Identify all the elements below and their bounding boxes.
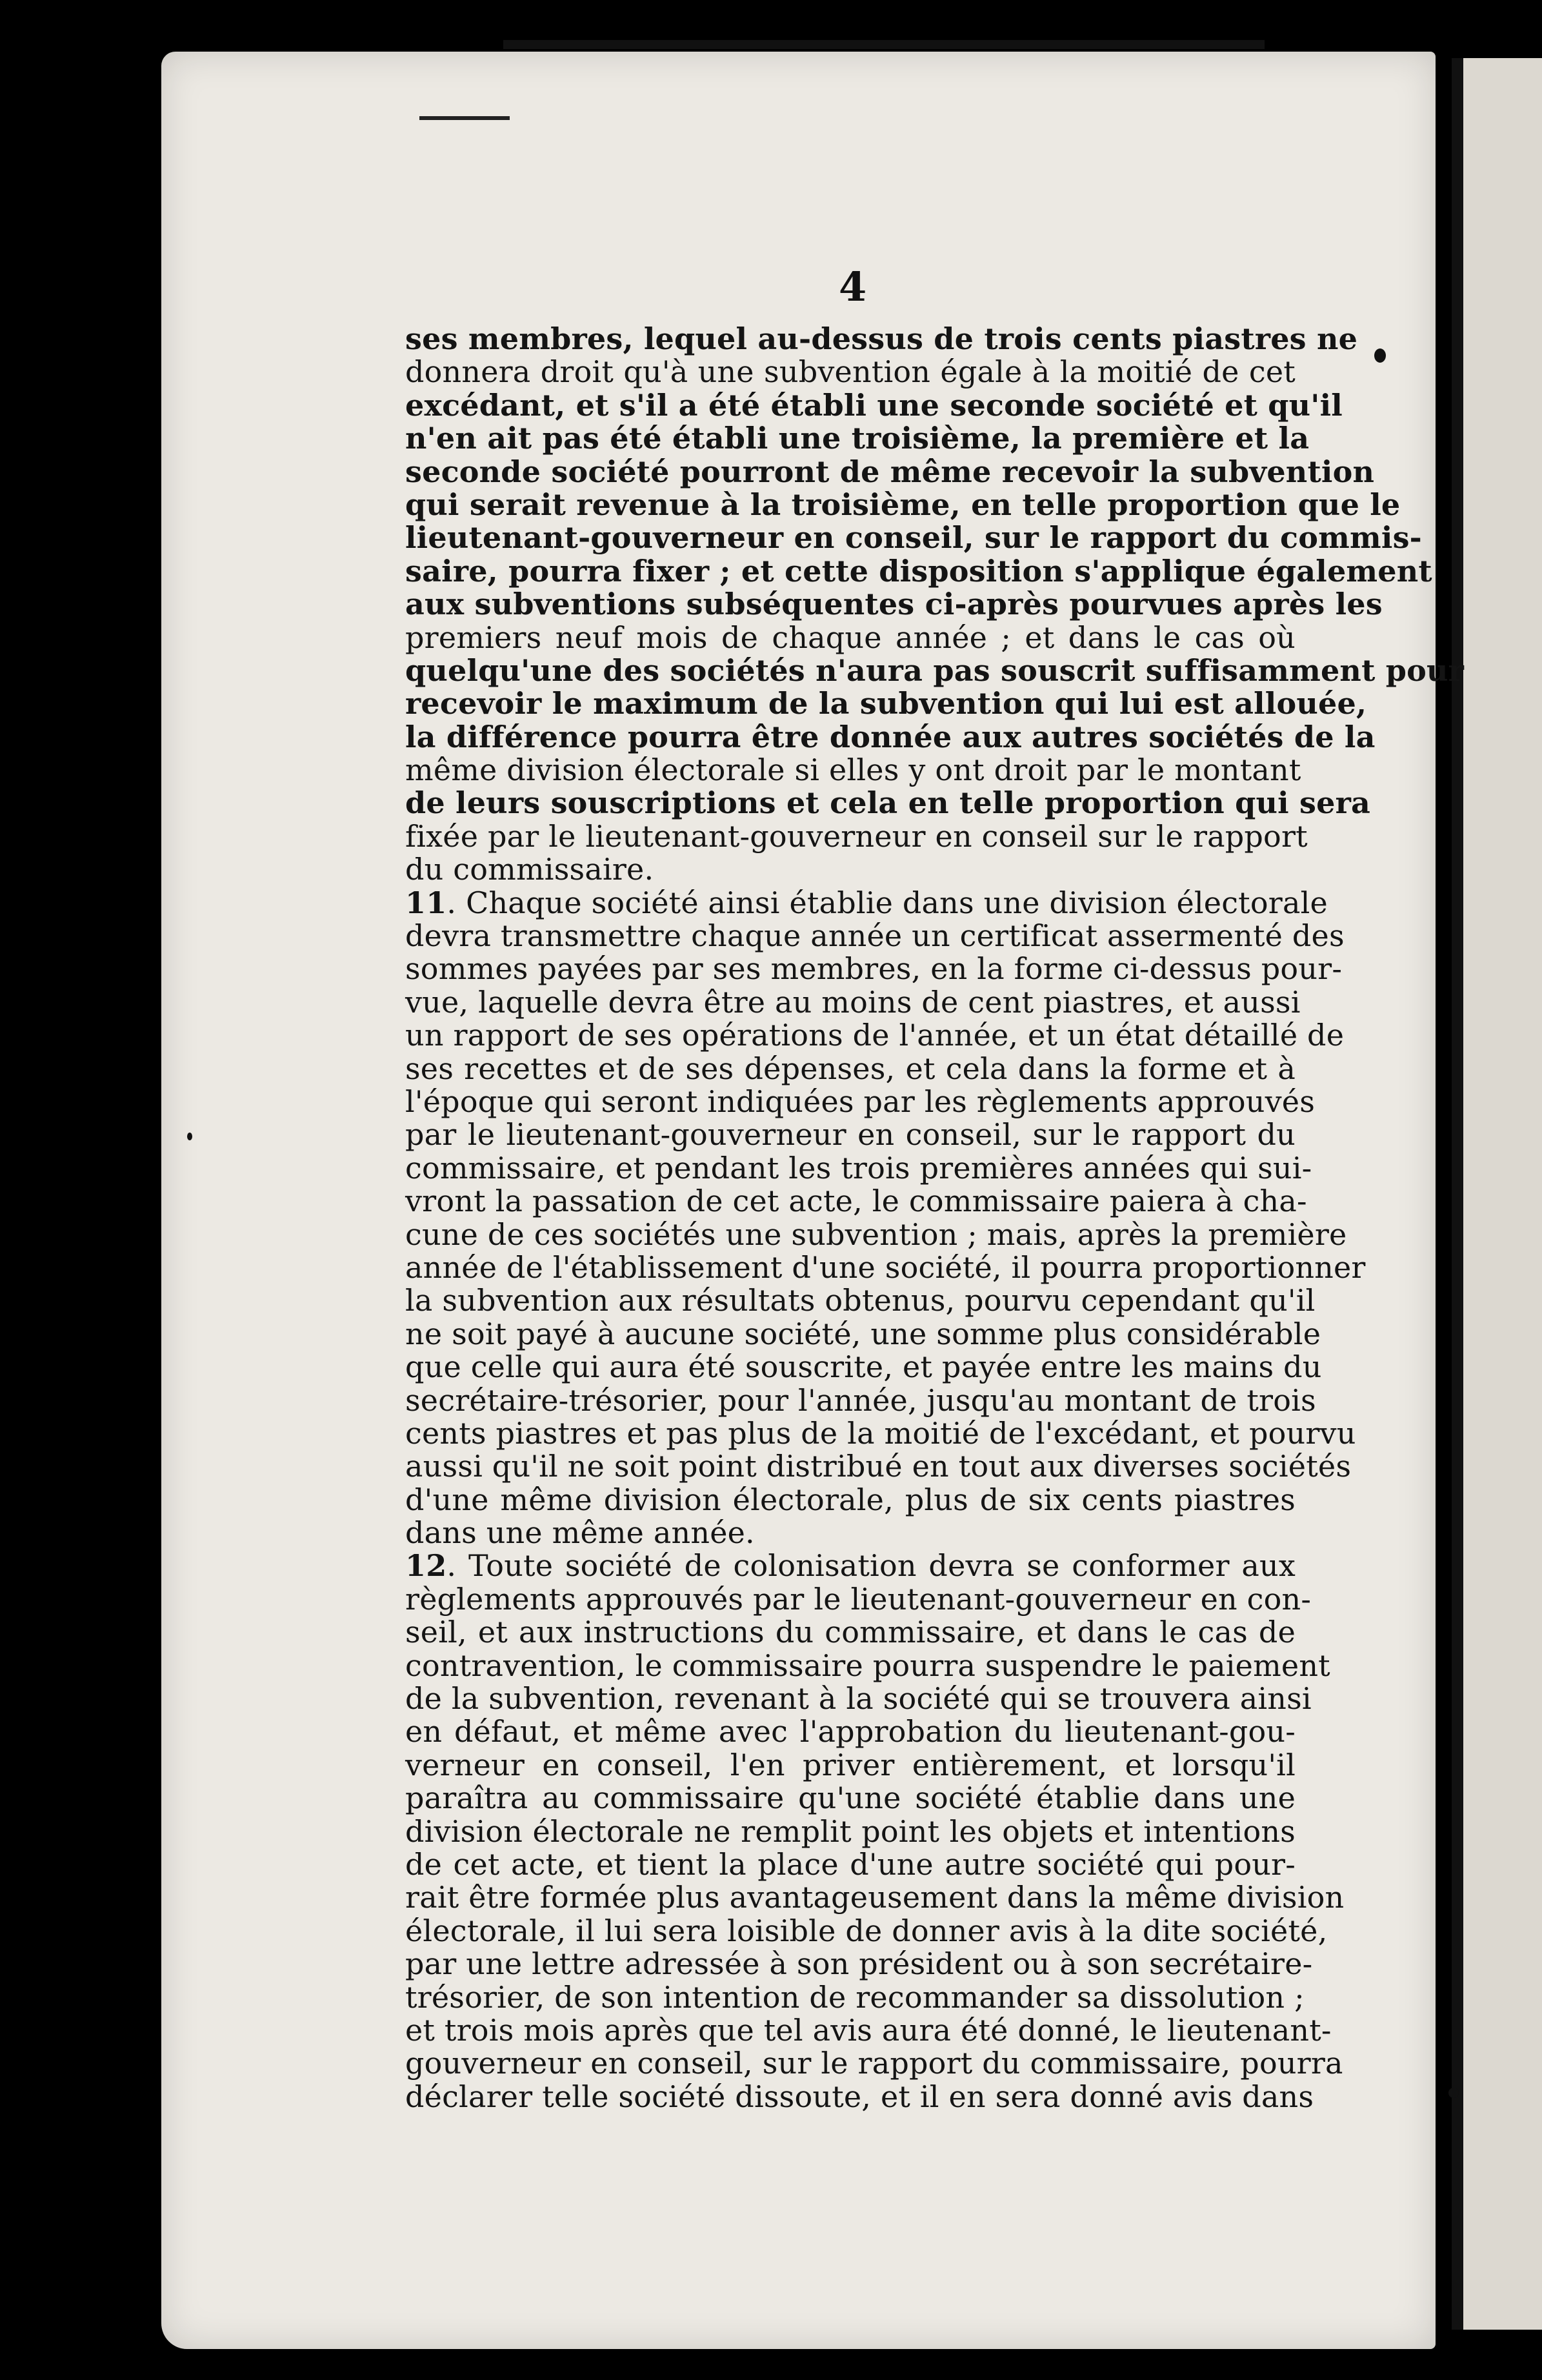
- text-line: [405, 1549, 1296, 1582]
- text-line: [405, 1283, 1316, 1318]
- text-line: [405, 1184, 1307, 1219]
- text-line: [405, 321, 1358, 356]
- text-line-content: division électorale ne remplit point les objets et intentions: [405, 1813, 1296, 1849]
- text-line: [405, 853, 1296, 886]
- text-line-content: sommes payées par ses membres, en la forme ci-dessus pour-: [405, 951, 1343, 987]
- text-line-content: verneur en conseil, l'en priver entièrement, et lorsqu'il: [405, 1747, 1296, 1782]
- top-border-rule: [503, 40, 1265, 49]
- text-line: [405, 1053, 1296, 1085]
- text-line-content: premiers neuf mois de chaque année ; et dans le cas où: [405, 620, 1296, 655]
- text-line: [405, 818, 1308, 854]
- text-line-content: aux subventions subséquentes ci-après pourvues après les: [405, 587, 1383, 622]
- text-line: [405, 1616, 1296, 1649]
- article-number: 11: [405, 885, 447, 920]
- text-line: [405, 1979, 1305, 2015]
- text-line: [405, 951, 1343, 987]
- text-line-content: la différence pourra être donnée aux autres sociétés de la: [405, 719, 1376, 754]
- text-line-content: quelqu'une des sociétés n'aura pas souscrit suffisamment pour: [405, 652, 1465, 688]
- text-line-content: cune de ces sociétés une subvention ; mais, après la première: [405, 1216, 1347, 1252]
- text-line: [405, 2012, 1332, 2048]
- text-line: [405, 421, 1310, 456]
- text-line: [405, 1150, 1312, 1185]
- text-line-content: fixée par le lieutenant-gouverneur en conseil sur le rapport: [405, 818, 1308, 854]
- text-line-content: de leurs souscriptions et cela en telle proportion qui sera: [405, 785, 1371, 821]
- text-line-content: gouverneur en conseil, sur le rapport du commissaire, pourra: [405, 2046, 1343, 2081]
- adjacent-page-edge: [1452, 58, 1542, 2330]
- page-corner-mark: [419, 116, 510, 120]
- text-line: [405, 686, 1367, 721]
- text-line-content: devra transmettre chaque année un certificat assermenté des: [405, 918, 1345, 954]
- text-line: [405, 1715, 1296, 1748]
- text-line: [405, 918, 1345, 954]
- text-line-content: l'époque qui seront indiquées par les règlements approuvés: [405, 1084, 1315, 1119]
- body-text: [405, 321, 1465, 2114]
- text-line-content: ses recettes et de ses dépenses, et cela dans la forme et à: [405, 1051, 1296, 1086]
- text-line: [405, 1913, 1328, 1948]
- text-line: [405, 1581, 1312, 1617]
- text-line-content: cents piastres et pas plus de la moitié de l'excédant, et pourvu: [405, 1415, 1356, 1451]
- text-line: [405, 1484, 1296, 1517]
- text-line: [405, 1681, 1312, 1717]
- text-line-content: par le lieutenant-gouverneur en conseil, sur le rapport du: [405, 1117, 1296, 1153]
- text-line-content: la subvention aux résultats obtenus, pourvu cependant qu'il: [405, 1283, 1316, 1318]
- text-line: [405, 621, 1296, 654]
- text-line: [405, 984, 1301, 1020]
- text-line-content: saire, pourra fixer ; et cette disposition s'applique également: [405, 553, 1432, 589]
- text-line-content: n'en ait pas été établi une troisième, la première et la: [405, 421, 1310, 456]
- text-line: [405, 652, 1465, 688]
- text-line-content: commissaire, et pendant les trois premières années qui sui-: [405, 1150, 1312, 1185]
- text-line-content: lieutenant-gouverneur en conseil, sur le rapport du commis-: [405, 520, 1422, 556]
- text-line: [405, 1946, 1313, 1982]
- text-line-content: rait être formée plus avantageusement dans la même division: [405, 1880, 1345, 1915]
- text-line-content: de la subvention, revenant à la société qui se trouvera ainsi: [405, 1681, 1312, 1717]
- ink-speck: [1374, 348, 1386, 363]
- text-line: [405, 1216, 1347, 1252]
- text-line-content: en défaut, et même avec l'approbation du lieutenant-gou-: [405, 1714, 1296, 1750]
- text-line: [405, 1848, 1296, 1881]
- page-number: 4: [839, 263, 867, 310]
- text-line-content: . Toute société de colonisation devra se conformer aux: [446, 1548, 1296, 1584]
- text-line-content: du commissaire.: [405, 852, 654, 887]
- text-line: [405, 1382, 1316, 1418]
- text-line-content: seil, et aux instructions du commissaire, et dans le cas de: [405, 1615, 1296, 1650]
- text-line: [405, 719, 1376, 754]
- text-line-content: même division électorale si elles y ont droit par le montant: [405, 752, 1301, 788]
- text-line-content: vront la passation de cet acte, le commissaire paiera à cha-: [405, 1184, 1307, 1219]
- text-line-content: que celle qui aura été souscrite, et payée entre les mains du: [405, 1349, 1322, 1385]
- text-line-content: règlements approuvés par le lieutenant-gouverneur en con-: [405, 1581, 1312, 1617]
- text-line-content: ne soit payé à aucune société, une somme plus considérable: [405, 1316, 1321, 1351]
- text-line: [405, 1415, 1356, 1451]
- text-line-content: vue, laquelle devra être au moins de cent piastres, et aussi: [405, 984, 1301, 1020]
- text-line: [405, 1815, 1296, 1848]
- text-line: [405, 553, 1432, 589]
- ink-speck: [1448, 2088, 1459, 2098]
- text-line: [405, 356, 1296, 388]
- text-line-content: électorale, il lui sera loisible de donner avis à la dite société,: [405, 1913, 1328, 1948]
- text-line: [405, 1449, 1352, 1484]
- text-line: [405, 1316, 1321, 1351]
- text-line-content: qui serait revenue à la troisième, en telle proportion que le: [405, 487, 1401, 522]
- text-line: [405, 520, 1422, 556]
- text-line-content: année de l'établissement d'une société, il pourra proportionner: [405, 1249, 1366, 1285]
- text-line-content: un rapport de ses opérations de l'année, et un état détaillé de: [405, 1018, 1345, 1053]
- text-line: [405, 1118, 1296, 1151]
- text-line: [405, 587, 1383, 622]
- text-line-content: . Chaque société ainsi établie dans une division électorale: [446, 885, 1328, 920]
- text-line-content: recevoir le maximum de la subvention qui lui est allouée,: [405, 686, 1367, 721]
- text-line: [405, 1349, 1322, 1385]
- text-line: [405, 387, 1343, 423]
- text-line: [405, 752, 1301, 788]
- text-line-content: seconde société pourront de même recevoir la subvention: [405, 454, 1375, 489]
- ink-speck: [187, 1133, 192, 1140]
- text-line: [405, 454, 1375, 489]
- text-line-content: contravention, le commissaire pourra suspendre le paiement: [405, 1648, 1330, 1683]
- text-line: [405, 2079, 1314, 2114]
- text-line: [405, 487, 1401, 522]
- text-line: [405, 1749, 1296, 1782]
- text-line: [405, 1018, 1345, 1053]
- text-line-content: et trois mois après que tel avis aura été donné, le lieutenant-: [405, 2012, 1332, 2048]
- text-line-content: par une lettre adressée à son président ou à son secrétaire-: [405, 1946, 1313, 1982]
- text-line: [405, 785, 1371, 821]
- text-line: [405, 1880, 1345, 1915]
- text-line: [405, 885, 1328, 920]
- text-line-content: ses membres, lequel au-dessus de trois cents piastres ne: [405, 321, 1358, 356]
- text-line: [405, 1782, 1296, 1815]
- text-line-content: dans une même année.: [405, 1515, 755, 1551]
- text-line: [405, 2046, 1343, 2081]
- text-line-content: secrétaire-trésorier, pour l'année, jusqu'au montant de trois: [405, 1382, 1316, 1418]
- text-line-content: donnera droit qu'à une subvention égale à la moitié de cet: [405, 354, 1296, 390]
- text-line: [405, 1648, 1330, 1683]
- article-number: 12: [405, 1548, 447, 1584]
- text-line: [405, 1517, 1296, 1549]
- text-line-content: paraîtra au commissaire qu'une société établie dans une: [405, 1780, 1296, 1816]
- text-line-content: aussi qu'il ne soit point distribué en tout aux diverses sociétés: [405, 1449, 1352, 1484]
- text-line-content: déclarer telle société dissoute, et il en sera donné avis dans: [405, 2079, 1314, 2114]
- text-line: [405, 1249, 1366, 1285]
- text-line-content: excédant, et s'il a été établi une seconde société et qu'il: [405, 387, 1343, 423]
- text-line: [405, 1084, 1315, 1119]
- text-line-content: trésorier, de son intention de recommander sa dissolution ;: [405, 1979, 1305, 2015]
- text-line-content: d'une même division électorale, plus de six cents piastres: [405, 1482, 1296, 1517]
- text-line-content: de cet acte, et tient la place d'une autre société qui pour-: [405, 1846, 1296, 1882]
